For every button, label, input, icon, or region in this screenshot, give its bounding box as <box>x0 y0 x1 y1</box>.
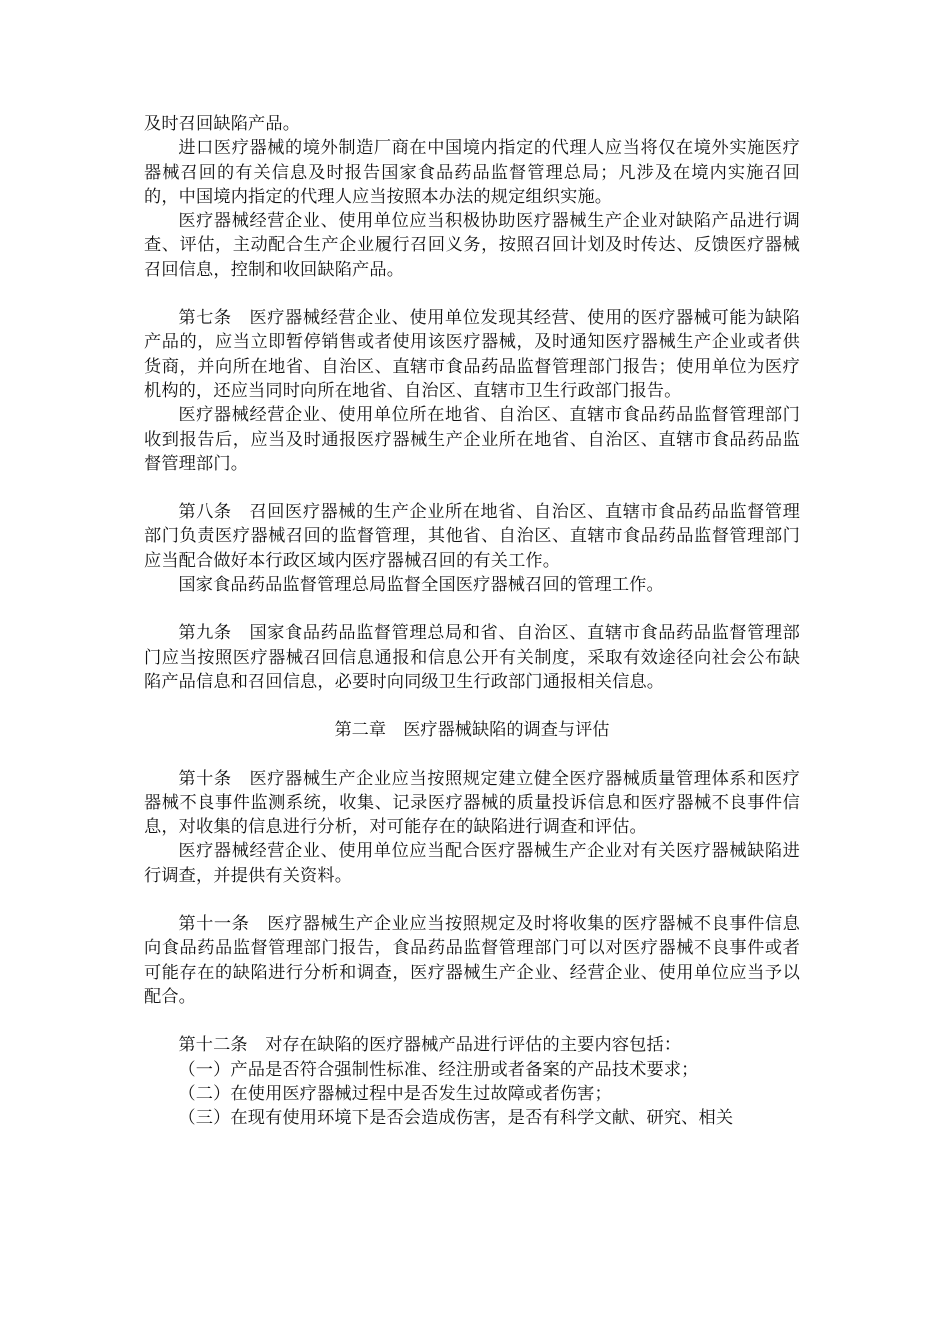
paragraph: 国家食品药品监督管理总局监督全国医疗器械召回的管理工作。 <box>178 575 664 596</box>
list-item: （二）在使用医疗器械过程中是否发生过故障或者伤害； <box>178 1083 612 1104</box>
article-7 <box>144 306 800 403</box>
article-text: 医疗器械生产企业应当按照规定建立健全医疗器械质量管理体系和医疗器械不良事件监测系统，收集、记录医疗器械的质量投诉信息和医疗器械不良事件信息，对收集的信息进行分析，对可能存在的缺陷进行调查和评估。 <box>144 768 801 838</box>
article-number: 第十二条 <box>178 1035 248 1056</box>
article-number: 第七条 <box>178 308 232 329</box>
paragraph: 医疗器械经营企业、使用单位应当配合医疗器械生产企业对有关医疗器械缺陷进行调查，并提供有关资料。 <box>144 841 800 886</box>
paragraph-gap <box>144 888 800 912</box>
article-8 <box>144 500 800 573</box>
paragraph-gap <box>144 476 800 500</box>
list-item: （一）产品是否符合强制性标准、经注册或者备案的产品技术要求； <box>178 1059 699 1080</box>
article-9 <box>144 621 800 694</box>
article-text: 医疗器械生产企业应当按照规定及时将收集的医疗器械不良事件信息向食品药品监督管理部门报告，食品药品监督管理部门可以对医疗器械不良事件或者可能存在的缺陷进行分析和调查，医疗器械生产企业、经营企业、使用单位应当予以配合。 <box>144 914 800 1007</box>
document-page <box>144 112 800 1130</box>
article-12 <box>144 1033 800 1057</box>
chapter-heading: 第二章 医疗器械缺陷的调查与评估 <box>334 720 610 741</box>
article-number: 第十条 <box>178 768 232 789</box>
paragraph: 及时召回缺陷产品。 <box>144 114 301 134</box>
paragraph: 进口医疗器械的境外制造厂商在中国境内指定的代理人应当将仅在境外实施医疗器械召回的有关信息及时报告国家食品药品监督管理总局；凡涉及在境内实施召回的，中国境内指定的代理人应当按照本办法的规定组织实施。 <box>144 138 800 207</box>
paragraph: 医疗器械经营企业、使用单位所在地省、自治区、直辖市食品药品监督管理部门收到报告后，应当及时通报医疗器械生产企业所在地省、自治区、直辖市食品药品监督管理部门。 <box>144 405 800 474</box>
paragraph: 医疗器械经营企业、使用单位应当积极协助医疗器械生产企业对缺陷产品进行调查、评估，主动配合生产企业履行召回义务，按照召回计划及时传达、反馈医疗器械召回信息，控制和收回缺陷产品。 <box>144 211 800 280</box>
paragraph-gap <box>144 282 800 306</box>
article-11 <box>144 912 800 1009</box>
list-item: （三）在现有使用环境下是否会造成伤害，是否有科学文献、研究、相关 <box>178 1108 734 1129</box>
article-10 <box>144 767 800 840</box>
article-text: 医疗器械经营企业、使用单位发现其经营、使用的医疗器械可能为缺陷产品的，应当立即暂停销售或者使用该医疗器械，及时通知医疗器械生产企业或者供货商，并向所在地省、自治区、直辖市食品药品监督管理部门报告；使用单位为医疗机构的，还应当同时向所在地省、自治区、直辖市卫生行政部门报告。 <box>144 308 801 401</box>
paragraph-gap <box>144 597 800 621</box>
paragraph-gap <box>144 1009 800 1033</box>
article-text: 国家食品药品监督管理总局和省、自治区、直辖市食品药品监督管理部门应当按照医疗器械召回信息通报和信息公开有关制度，采取有效途径向社会公布缺陷产品信息和召回信息，必要时向同级卫生行政部门通报相关信息。 <box>144 623 801 692</box>
article-text: 对存在缺陷的医疗器械产品进行评估的主要内容包括： <box>265 1035 682 1056</box>
article-number: 第九条 <box>178 623 232 644</box>
paragraph-gap <box>144 694 800 718</box>
article-text: 召回医疗器械的生产企业所在地省、自治区、直辖市食品药品监督管理部门负责医疗器械召回的监督管理，其他省、自治区、直辖市食品药品监督管理部门应当配合做好本行政区域内医疗器械召回的有关工作。 <box>144 502 801 571</box>
paragraph-gap <box>144 743 800 767</box>
article-number: 第十一条 <box>178 914 250 935</box>
article-number: 第八条 <box>178 502 232 523</box>
